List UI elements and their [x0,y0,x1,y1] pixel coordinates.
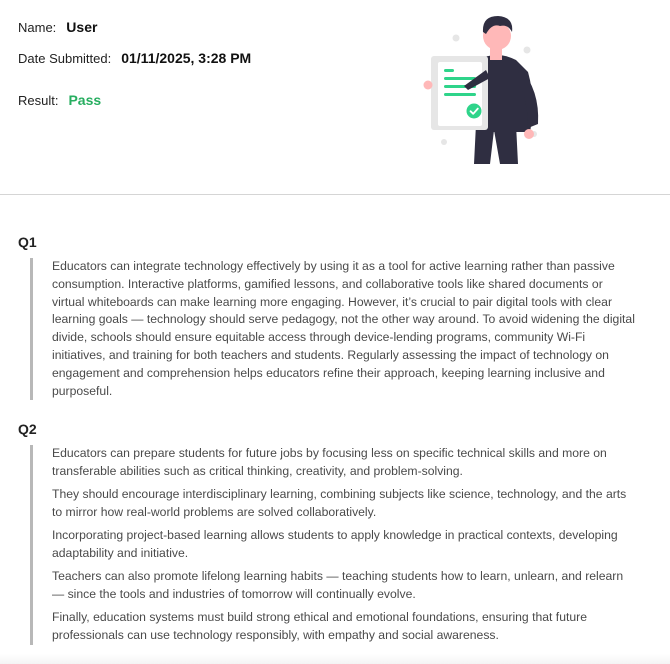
result-badge: Pass [68,92,102,108]
header-divider [0,194,670,195]
question-q2 [18,421,638,645]
answer-paragraph: They should encourage interdisciplinary learning, combining subjects like science, technology, and the arts to mirror how real-world problems are solved collaboratively. [52,487,627,519]
person-holding-approved-document-illustration [416,12,556,170]
answer-block [30,258,638,400]
answer-paragraph: Teachers can also promote lifelong learning habits — teaching students how to learn, unlearn, and relearn — since the tools and industries of tomorrow will continually evolve. [52,569,624,602]
answer-paragraph: Educators can prepare students for future jobs by focusing less on specific technical skills and more on transferable abilities such as critical thinking, creativity, and problem-solving. [52,446,607,478]
submission-header [0,0,670,194]
name-value: User [66,19,98,35]
question-title: Q2 [18,421,37,437]
name-row [18,19,97,35]
date-row [18,50,251,66]
date-value: 01/11/2025, 3:28 PM [121,50,252,66]
date-label: Date Submitted: [18,51,112,66]
result-label: Result: [18,93,59,108]
answer-paragraph: Finally, education systems must build strong ethical and emotional foundations, ensuring that future professionals can use technology responsibly, with empathy and social awareness. [52,610,587,643]
name-label: Name: [18,20,57,35]
question-q1 [18,234,638,400]
question-title: Q1 [18,234,37,250]
answer-paragraph: Educators can integrate technology effectively by using it as a tool for active learning rather than passive consumption. Interactive platforms, gamified lessons, and collaborative tools like shared documents or virtual whiteboards can make learning more engaging. However, it’s crucial to pair digital tools with clear learning goals — technology should serve pedagogy, not the other way around. To avoid widening the digital divide, schools should ensure equitable access through device-lending programs, community Wi-Fi initiatives, and training for both teachers and students. Regularly assessing the impact of technology on engagement and comprehension helps educators refine their approach, keeping learning inclusive and purposeful. [52,259,635,398]
bottom-edge [0,654,670,664]
answer-paragraph: Incorporating project-based learning allows students to apply knowledge in practical contexts, developing adaptability and initiative. [52,528,618,560]
result-row [18,92,101,108]
answer-block [30,445,638,645]
